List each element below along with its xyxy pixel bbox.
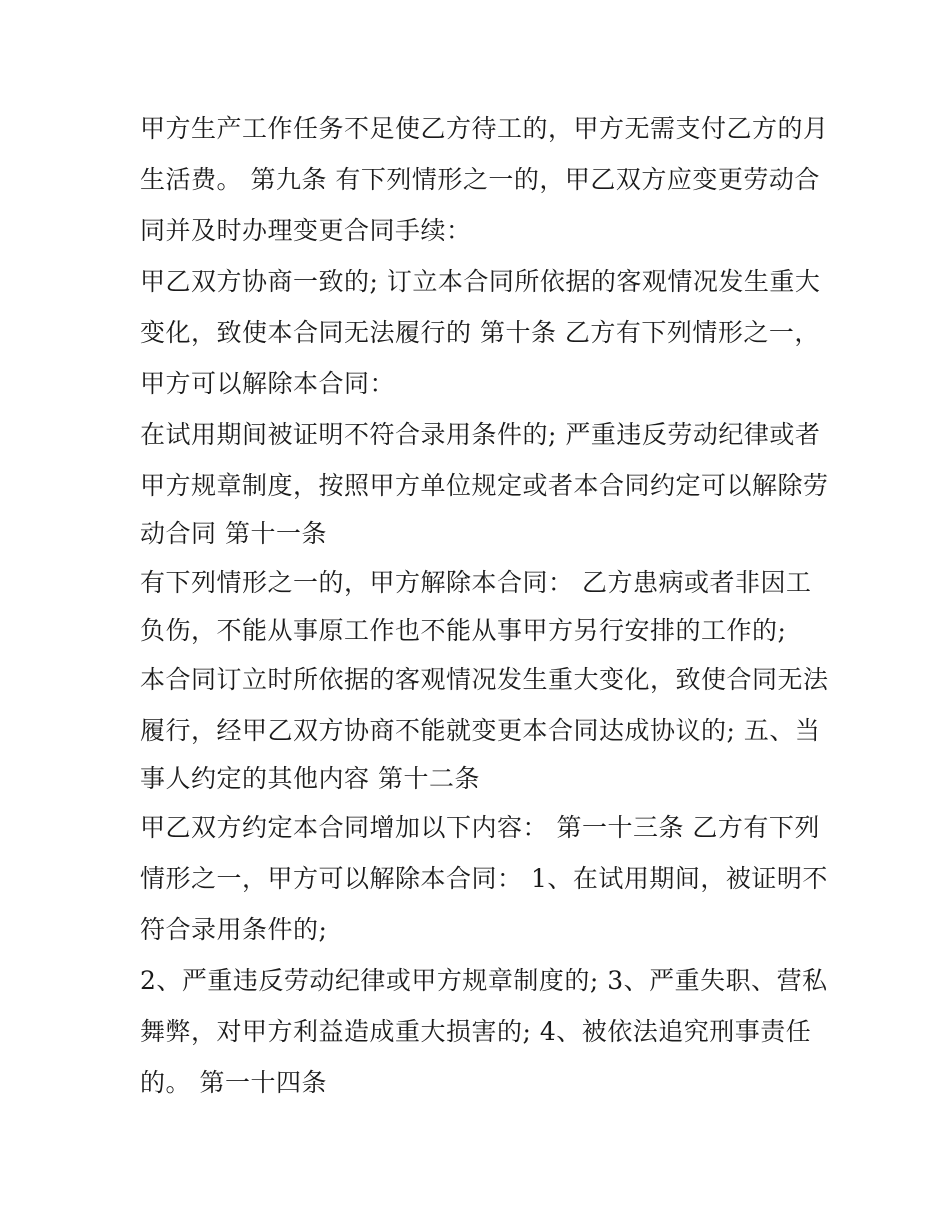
text-line: 的。 第一十四条 bbox=[140, 1068, 327, 1097]
text-line: 在试用期间被证明不符合录用条件的; 严重违反劳动纪律或者 bbox=[140, 420, 821, 449]
text-line: 甲方规章制度，按照甲方单位规定或者本合同约定可以解除劳 bbox=[140, 471, 829, 500]
text-line: 舞弊，对甲方利益造成重大损害的; 4、被依法追究刑事责任 bbox=[140, 1017, 812, 1046]
text-line: 生活费。 第九条 有下列情形之一的，甲乙双方应变更劳动合 bbox=[140, 165, 820, 194]
text-line: 甲乙双方约定本合同增加以下内容： 第一十三条 乙方有下列 bbox=[140, 813, 820, 842]
text-line: 负伤，不能从事原工作也不能从事甲方另行安排的工作的; bbox=[140, 616, 787, 645]
text-line: 同并及时办理变更合同手续： bbox=[140, 216, 472, 245]
text-line: 情形之一，甲方可以解除本合同： 1、在试用期间，被证明不 bbox=[140, 864, 828, 893]
text-line: 动合同 第十一条 bbox=[140, 519, 327, 548]
text-line: 本合同订立时所依据的客观情况发生重大变化，致使合同无法 bbox=[140, 665, 829, 694]
document-body bbox=[140, 103, 829, 1108]
text-line: 有下列情形之一的，甲方解除本合同： 乙方患病或者非因工 bbox=[140, 568, 812, 597]
text-line: 甲方生产工作任务不足使乙方待工的，甲方无需支付乙方的月 bbox=[140, 114, 829, 143]
text-line: 事人约定的其他内容 第十二条 bbox=[140, 764, 480, 793]
text-line: 2、严重违反劳动纪律或甲方规章制度的; 3、严重失职、营私 bbox=[140, 966, 828, 995]
text-line: 甲方可以解除本合同： bbox=[140, 369, 396, 398]
text-line: 变化，致使本合同无法履行的 第十条 乙方有下列情形之一， bbox=[140, 318, 820, 347]
text-line: 履行，经甲乙双方协商不能就变更本合同达成协议的; 五、当 bbox=[140, 716, 821, 745]
text-line: 符合录用条件的; bbox=[140, 915, 328, 944]
text-line: 甲乙双方协商一致的; 订立本合同所依据的客观情况发生重大 bbox=[140, 267, 821, 296]
